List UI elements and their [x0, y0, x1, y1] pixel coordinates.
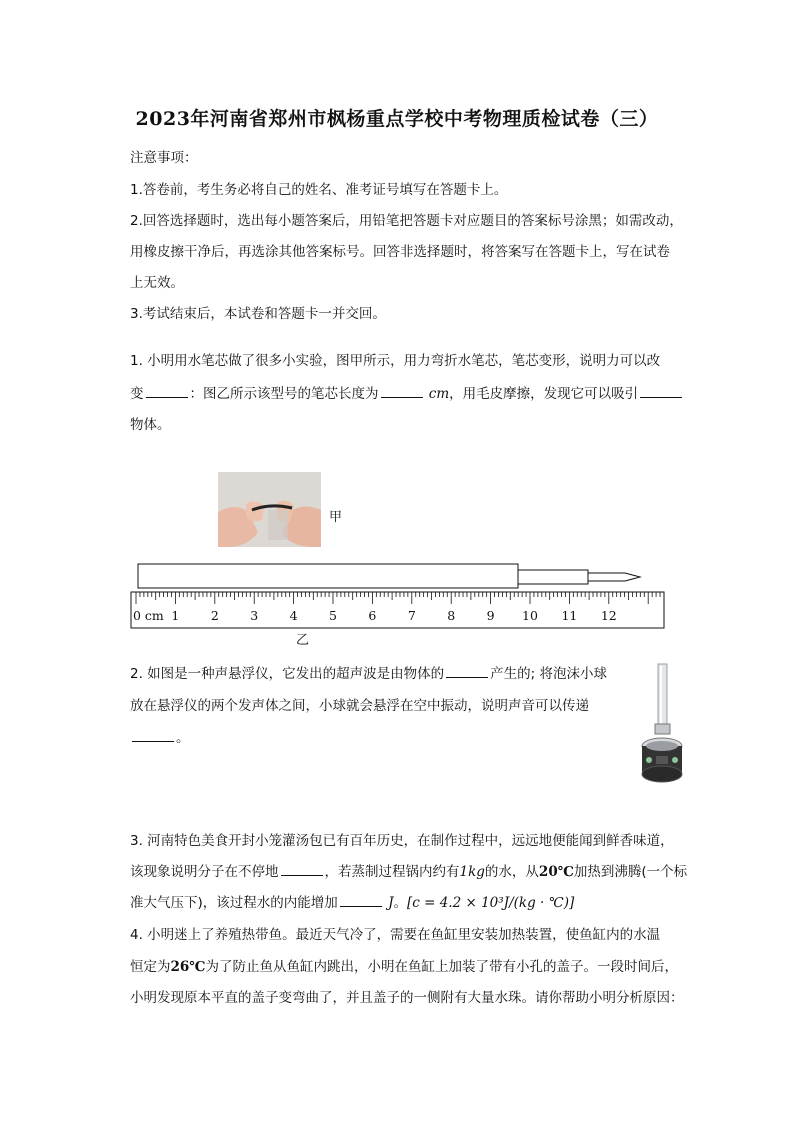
q3-blank-2: [340, 894, 382, 907]
q3-line-2: [130, 860, 687, 880]
q2-line-2: 放在悬浮仪的两个发声体之间，小球就会悬浮在空中振动，说明声音可以传递: [130, 698, 589, 714]
figure-label-jia: 甲: [329, 510, 343, 525]
q3-line-3: [130, 891, 574, 911]
q2-text-b: 产生的; 将泡沫小球: [490, 666, 608, 682]
q1-unit-cm: cm: [428, 386, 450, 402]
notice-item-1: 1.答卷前，考生务必将自己的姓名、准考证号填写在答题卡上。: [130, 182, 508, 198]
ruler-tick-label: 8: [447, 608, 456, 623]
q1-text-b: ：图乙所示该型号的笔芯长度为: [189, 386, 379, 402]
q2-line-3: [130, 726, 190, 746]
q2-line-1: [130, 662, 607, 682]
ruler-tick-label: 6: [368, 608, 377, 623]
ruler-tick-label: 0 cm: [133, 608, 164, 623]
q3-line-1: 3. 河南特色美食开封小笼灌汤包已有百年历史，在制作过程中，远远地便能闻到鲜香味道，: [130, 833, 674, 849]
q1-text-a: 变: [130, 386, 144, 402]
q3-text-f: 。: [393, 895, 407, 911]
q2-blank-1: [446, 665, 488, 678]
q3-unit-j: J: [388, 895, 394, 911]
pen-barrel: [138, 564, 518, 588]
acoustic-levitator-photo: [636, 662, 688, 788]
pen-tip: [588, 573, 640, 581]
q4-line-2: [130, 955, 678, 975]
ruler-tick-label: 7: [407, 608, 416, 623]
ruler-tick-label: 3: [250, 608, 259, 623]
q3-text-d: 加热到沸腾(一个标: [573, 864, 688, 880]
notice-item-2-line-1: 2.回答选择题时，选出每小题答案后，用铅笔把答题卡对应题目的答案标号涂黑；如需改动，: [130, 213, 683, 229]
notice-heading: 注意事项：: [130, 150, 198, 166]
pen-refill-end: [518, 570, 588, 584]
notice-item-2-line-3: 上无效。: [130, 275, 184, 291]
ruler-tick-label: 11: [561, 608, 578, 623]
q3-text-c: 的水，从: [484, 864, 539, 880]
ruler-tick-label: 5: [329, 608, 337, 623]
q3-text-b: ，若蒸制过程锅内约有: [324, 864, 460, 880]
q4-line-3: 小明发现原本平直的盖子变弯曲了，并且盖子的一侧附有大量水珠。请你帮助小明分析原因：: [130, 990, 684, 1006]
q3-temperature: 20℃: [538, 864, 574, 880]
q1-text-c: ，用毛皮摩擦，发现它可以吸引: [449, 386, 639, 402]
ruler-tick-label: 12: [600, 608, 617, 623]
q3-blank-1: [281, 863, 323, 876]
q3-text-e: 准大气压下)，该过程水的内能增加: [130, 895, 338, 911]
q3-formula: [c = 4.2 × 10³J/(kg · ℃)]: [407, 895, 575, 911]
figure-label-yi: 乙: [296, 633, 310, 648]
page-title: 2023年河南省郑州市枫杨重点学校中考物理质检试卷（三）: [135, 108, 659, 130]
notice-item-3: 3.考试结束后，本试卷和答题卡一并交回。: [130, 306, 386, 322]
q2-text-c: 。: [176, 730, 190, 746]
q4-temperature: 26℃: [170, 959, 206, 975]
q3-text-a: 该现象说明分子在不停地: [130, 864, 279, 880]
ruler-tick-label: 2: [210, 608, 219, 623]
q1-line-1: 1. 小明用水笔芯做了很多小实验，图甲所示，用力弯折水笔芯，笔芯变形，说明力可以改: [130, 353, 661, 369]
ruler-tick-label: 1: [171, 608, 180, 623]
ruler-tick-label: 4: [289, 608, 298, 623]
q2-text-a: 2. 如图是一种声悬浮仪，它发出的超声波是由物体的: [130, 666, 445, 682]
notice-item-2-line-2: 用橡皮擦干净后，再选涂其他答案标号。回答非选择题时，将答案写在答题卡上，写在试卷: [130, 244, 670, 260]
q4-text-a: 恒定为: [130, 959, 171, 975]
q1-line-3: 物体。: [130, 417, 171, 433]
ruler-tick-label: 10: [522, 608, 538, 623]
q4-text-b: 为了防止鱼从鱼缸内跳出，小明在鱼缸上加装了带有小孔的盖子。一段时间后，: [205, 959, 678, 975]
q2-blank-2: [132, 729, 174, 742]
ruler-tick-label: 9: [486, 608, 495, 623]
q3-mass: 1kg: [459, 864, 485, 880]
q4-line-1: 4. 小明迷上了养殖热带鱼。最近天气冷了，需要在鱼缸里安装加热装置，使鱼缸内的水温: [130, 927, 661, 943]
